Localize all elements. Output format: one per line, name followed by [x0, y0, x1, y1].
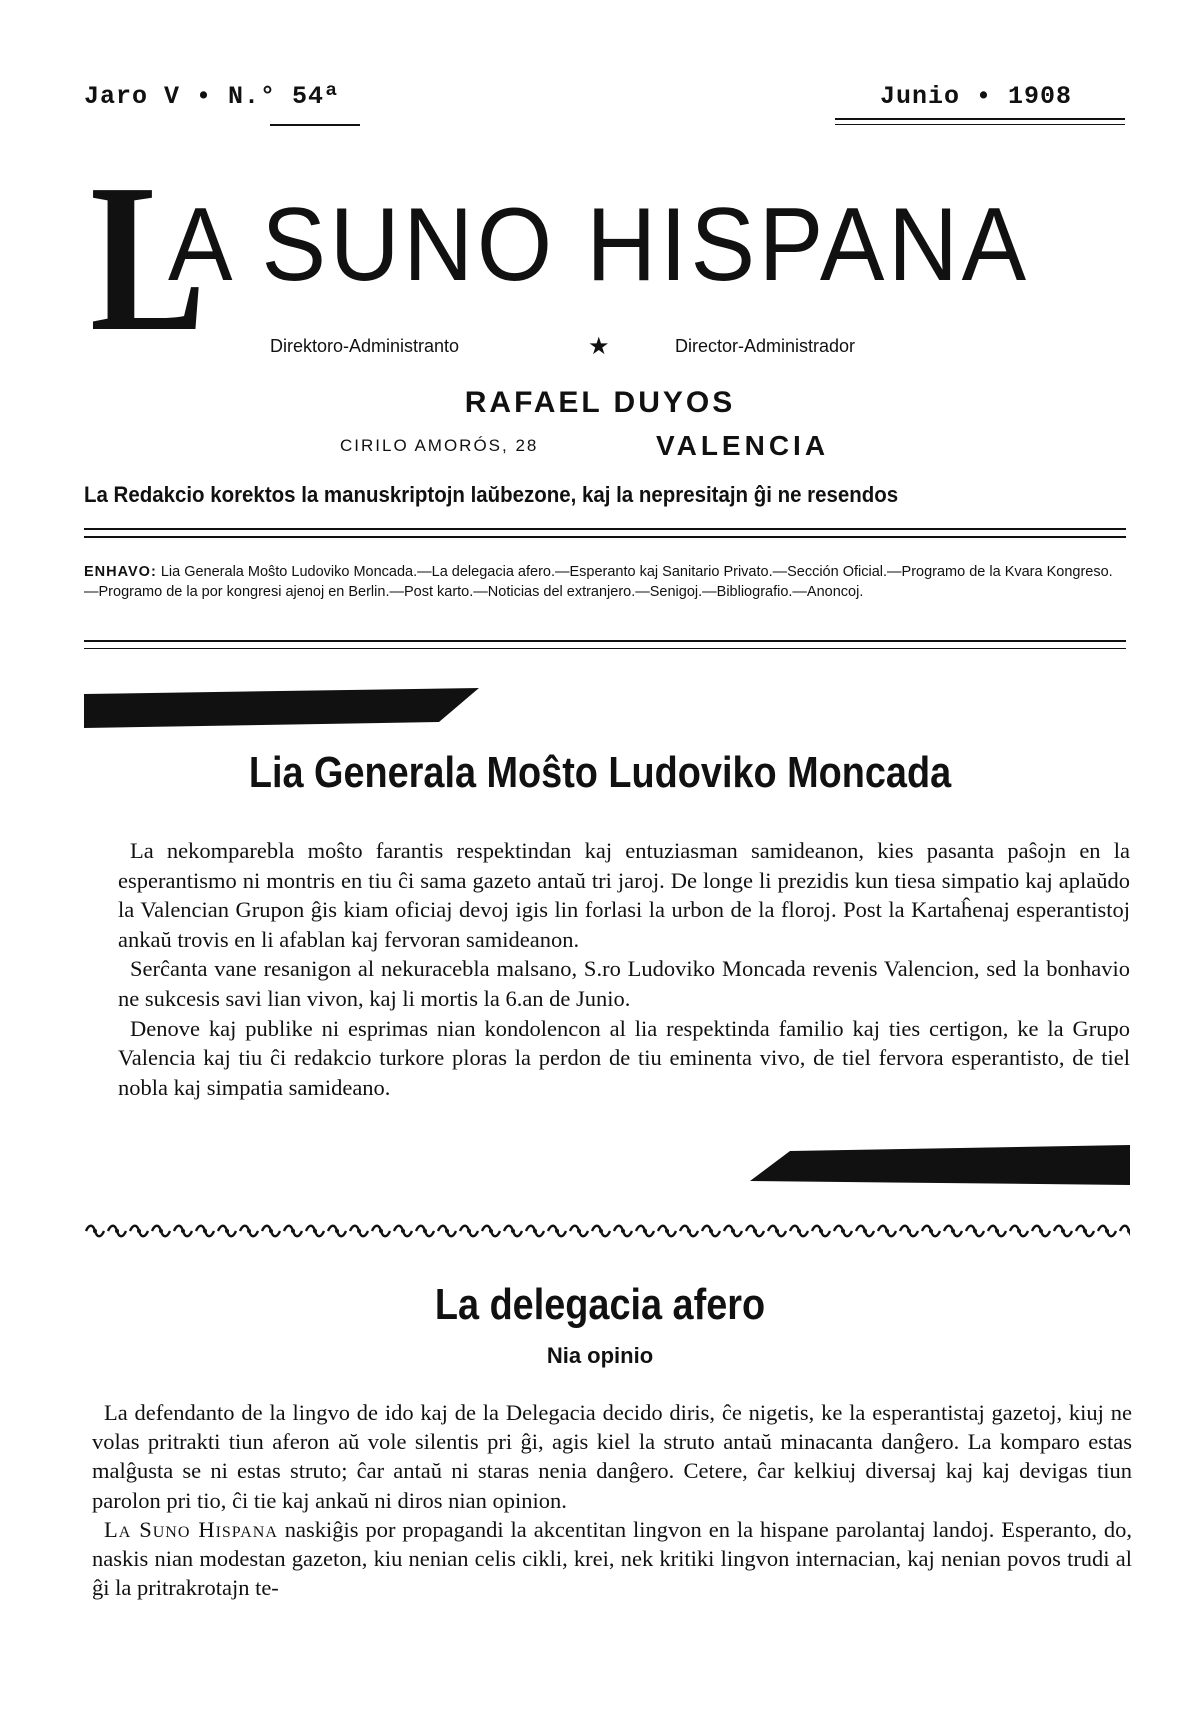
ornamental-divider — [84, 1222, 1130, 1240]
header-rule-left — [270, 124, 360, 126]
article1-paragraph: La nekomparebla moŝto farantis respektindan kaj entuziasman samideanon, kies pasanta paŝojn en la esperantismo ni montris en tiu ĉi sama gazeto antaŭ tri jaroj. De longe li prezidis kun tiesa simpatio kaj aplaŭdo la Valencian Grupon ĝis kiam oficiaj devoj igis lin forlasi la urbon de la floroj. Post la Kartaĥenaj esperantistoj ankaŭ trovis en li afablan kaj fervoran samideanon. — [118, 838, 1130, 952]
table-of-contents — [84, 562, 1124, 602]
toc-text: Lia Generala Moŝto Ludoviko Moncada.—La delegacia afero.—Esperanto kaj Sanitario Privato.—Sección Oficial.—Programo de la Kvara Kongreso.—Programo de la por kongresi ajenoj en Berlin.—Post karto.—Noticias del extranjero.—Senigoj.—Bibliografio.—Anoncoj. — [84, 564, 1113, 600]
star-icon: ★ — [588, 333, 610, 360]
issue-date: Junio • 1908 — [880, 82, 1073, 111]
masthead-rest: A SUNO HISPANA — [168, 187, 1030, 303]
role-esperanto: Direktoro-Administranto — [270, 336, 460, 356]
journal-name-inline: La Suno Hispana — [104, 1516, 278, 1542]
article2-title: La delegacia afero — [434, 1280, 766, 1329]
notice-rule-1 — [84, 528, 1126, 530]
article1-paragraph: Denove kaj publike ni esprimas nian kondolencon al lia respektinda familio kaj ties certigon, ke la Grupo Valencia kaj tiu ĉi redakcio turkore ploras la perdon de tiu eminenta vivo, de tiel fervora esperantisto, de tiel nobla kaj simpatia samideano. — [118, 1015, 1130, 1100]
article2-paragraph-2 — [92, 1515, 1132, 1603]
summary-rule-2 — [84, 648, 1126, 649]
article2-body — [92, 1398, 1132, 1602]
header-rule-right-2 — [835, 124, 1125, 125]
masthead-initial: L — [90, 140, 206, 375]
editor-city: VALENCIA — [656, 430, 830, 461]
editorial-notice: La Redakcio korektos la manuskriptojn laŭbezone, kaj la nepresitajn ĝi ne resendos — [84, 482, 899, 507]
role-spanish: Director-Administrador — [675, 336, 856, 356]
editor-address: CIRILO AMORÓS, 28 — [340, 436, 539, 455]
issue-number: Jaro V • N.° 54ª — [84, 82, 341, 111]
article2-subtitle: Nia opinio — [546, 1343, 654, 1368]
decorative-banner-right — [750, 1145, 1130, 1185]
article1-paragraph: Serĉanta vane resanigon al nekuracebla malsano, S.ro Ludoviko Moncada revenis Valencion, sed la bonhavio ne sukcesis savi lian vivon, kaj li mortis la 6.an de Junio. — [118, 956, 1130, 1011]
header-rule-right — [835, 118, 1125, 120]
decorative-banner-left — [84, 688, 479, 728]
article2-paragraph-2-text: naskiĝis por propagandi la akcentitan lingvon en la hispane parolantaj landoj. Esperanto, do, naskis nian modestan gazeton, kiu nenian celis cikli, krei, nek kritiki lingvon internacian, kaj nenian povos trudi al ĝi la pritrakrotajn te- — [92, 1516, 1132, 1601]
editor-name: RAFAEL DUYOS — [464, 386, 736, 419]
article2-paragraph: La defendanto de la lingvo de ido kaj de la Delegacia decido diris, ĉe nigetis, ke la esperantistaj gazetoj, kiuj ne volas pritrakti tiun aferon aŭ vole silentis pri ĝi, agis kiel la struto antaŭ minacanta danĝero. La komparo estas malĝusta se ni estas struto; ĉar antaŭ ni staras nenia danĝero. Cetere, ĉar kelkiuj diversaj kaj kaj devigas tiun parolon pri tio, ĉi tie kaj ankaŭ ni diros nian opinion. — [92, 1400, 1132, 1513]
toc-label: ENHAVO: — [84, 564, 157, 580]
summary-rule-1 — [84, 640, 1126, 642]
notice-rule-2 — [84, 536, 1126, 538]
article1-body — [118, 836, 1130, 1102]
article1-title: Lia Generala Moŝto Ludoviko Moncada — [248, 748, 952, 797]
